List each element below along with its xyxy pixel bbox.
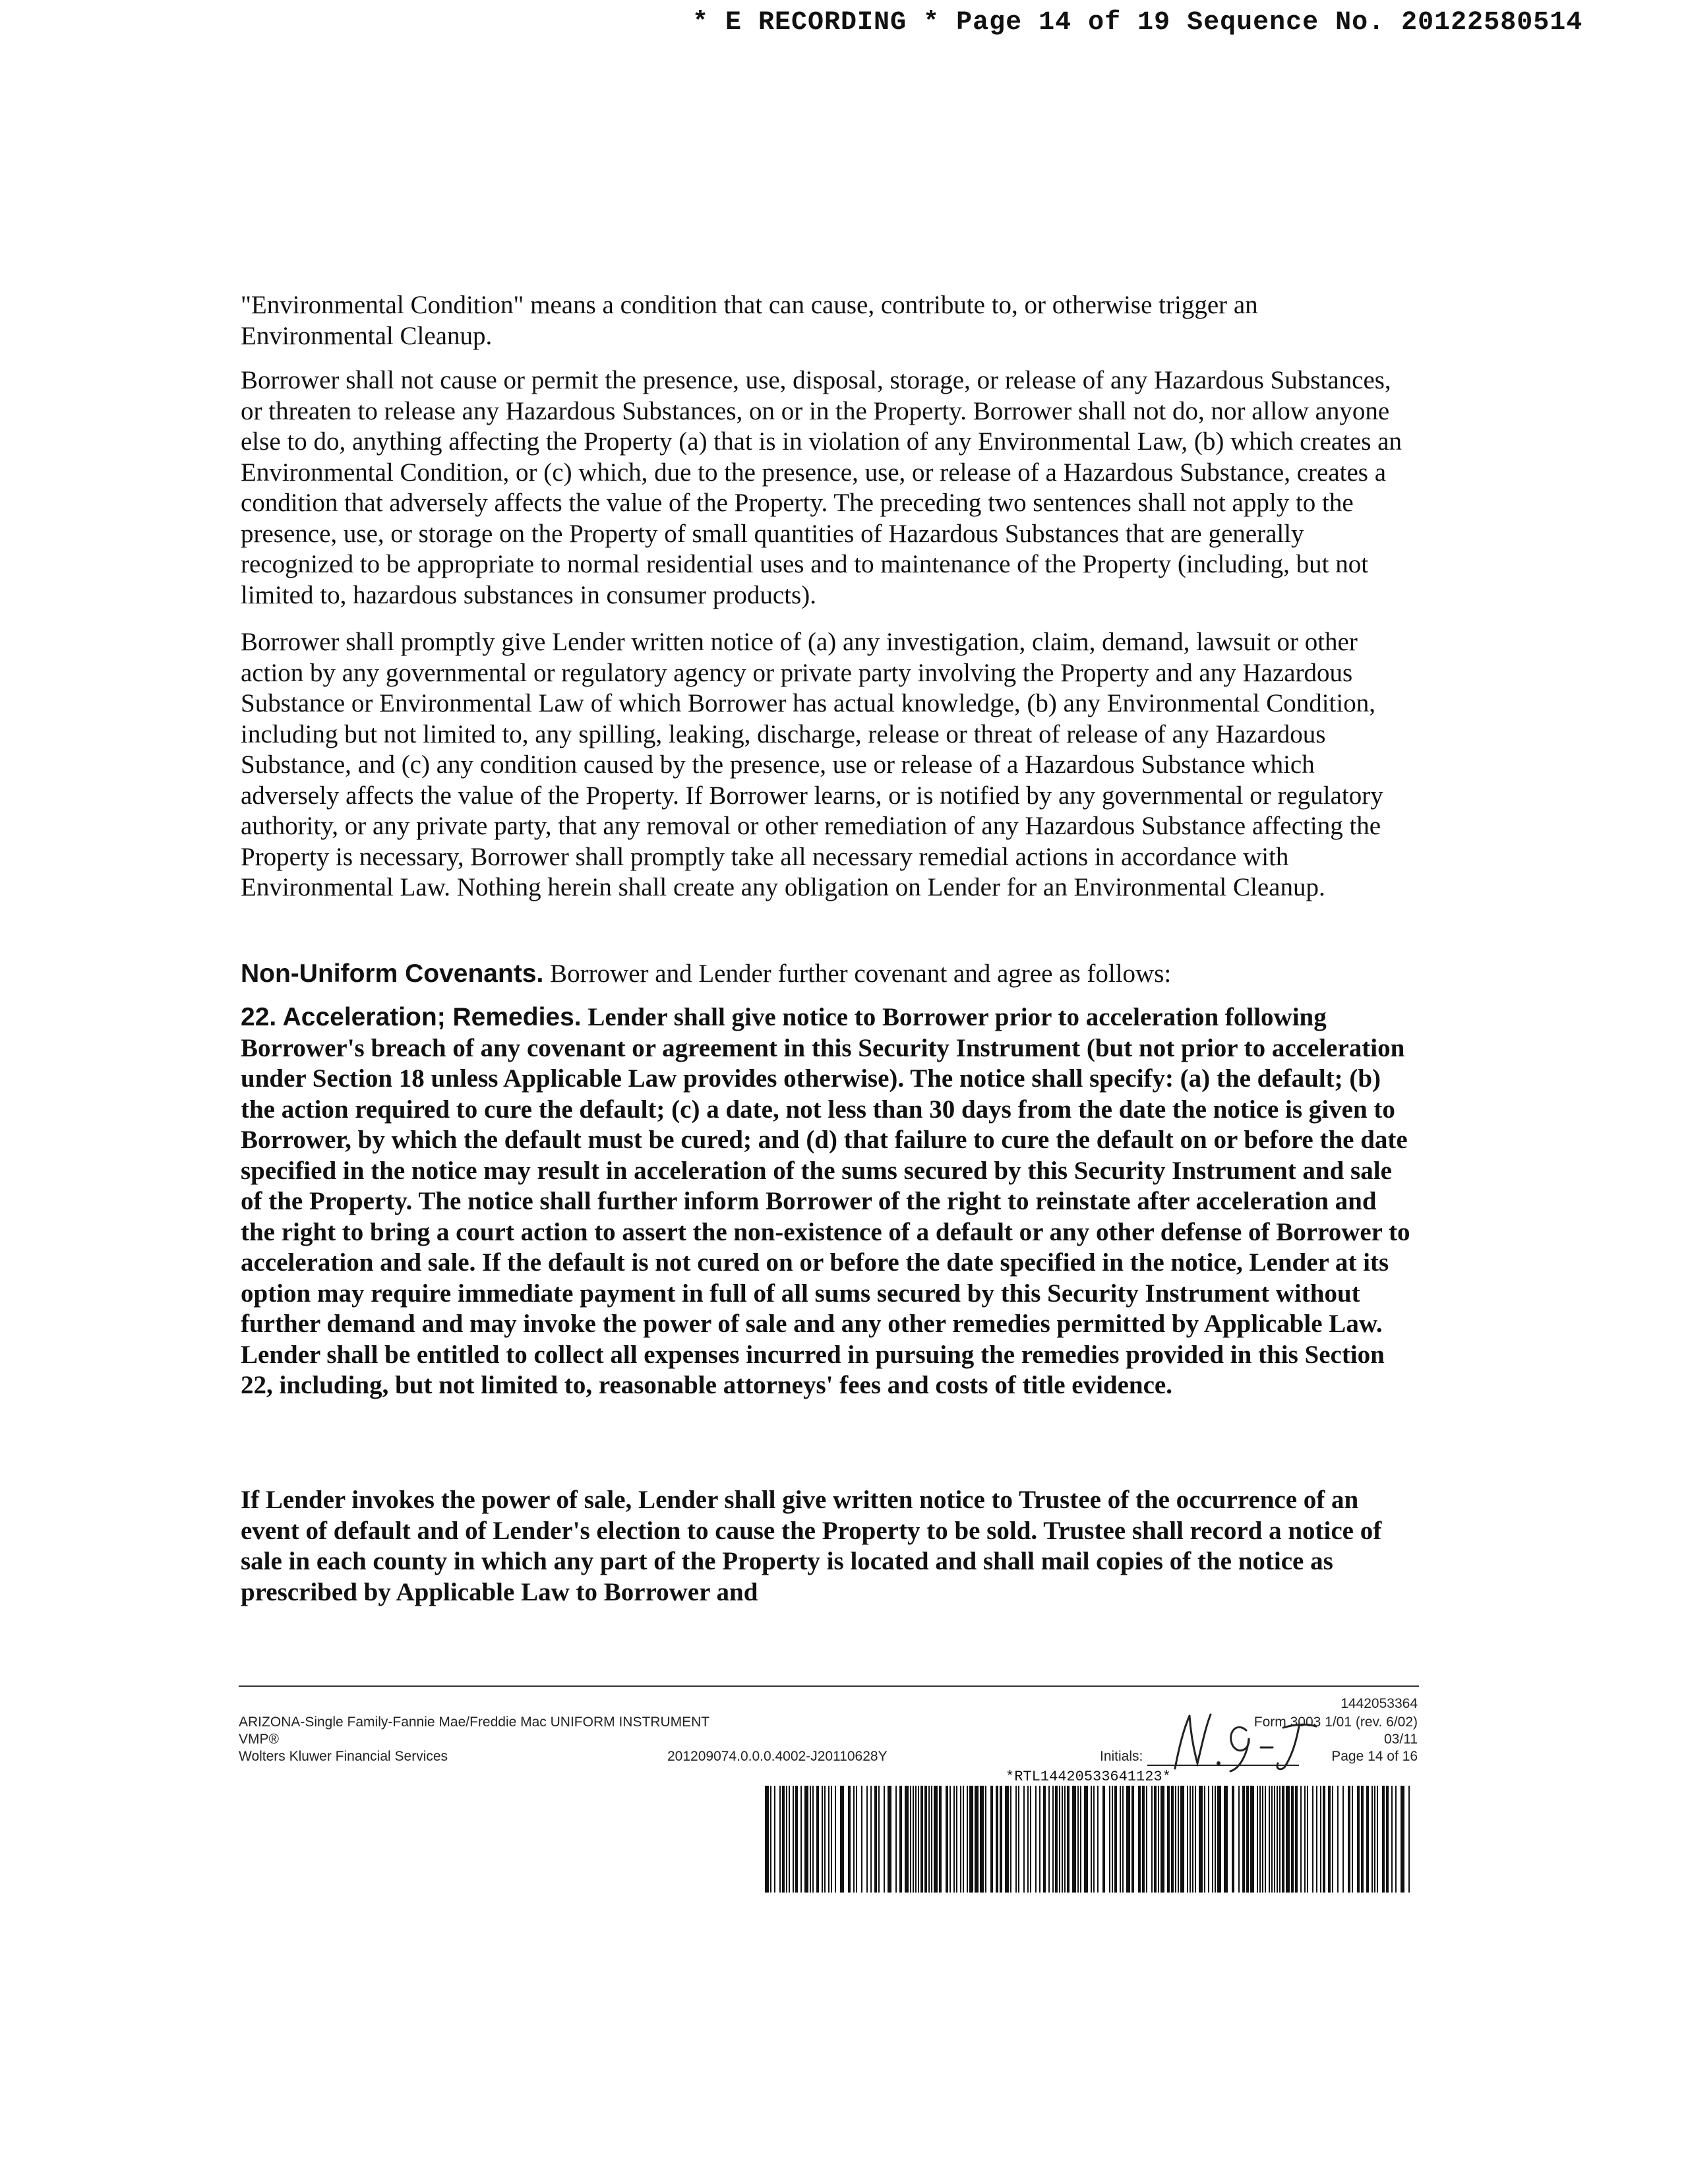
barcode-bar [1122, 1786, 1124, 1893]
barcode-bar [1055, 1786, 1058, 1893]
barcode-bar [1366, 1786, 1369, 1893]
barcode-bar [782, 1786, 785, 1893]
paragraph-text: Borrower shall promptly give Lender written notice of (a) any investigation, claim, demand, lawsuit or other action by any governmental or regulatory agency or private party involving the Property and any Hazardous Substance or Environmental Law of which Borrower has actual knowledge, (b) any Environmental Condition, including but not limited to, any spilling, leaking, discharge, release or threat of release of any Hazardous Substance, and (c) any condition caused by the presence, use or release of a Hazardous Substance which adversely affects the value of the Property. If Borrower learns, or is notified by any governmental or regulatory authority, or any private party, that any removal or other remediation of any Hazardous Substance affecting the Property is necessary, Borrower shall promptly take all necessary remedial actions in accordance with Environmental Law. Nothing herein shall create any obligation on Lender for an Environmental Cleanup. [241, 628, 1383, 901]
barcode-bar [861, 1786, 862, 1893]
recording-stamp: * E RECORDING * Page 14 of 19 Sequence No. 20122580514 [692, 8, 1583, 38]
barcode-bar [1337, 1786, 1339, 1893]
barcode-bar [1386, 1786, 1389, 1893]
paragraph-power-of-sale [241, 1485, 1414, 1608]
barcode-bar [810, 1786, 811, 1893]
barcode-bar [774, 1786, 775, 1893]
barcode-bar [1391, 1786, 1393, 1893]
paragraph-hazardous-substances [241, 365, 1414, 611]
vmp-mark: VMP® [239, 1732, 279, 1747]
barcode-bar [1208, 1786, 1209, 1893]
barcode-bar [804, 1786, 808, 1893]
barcode-bar [1187, 1786, 1188, 1893]
barcode-bar [1320, 1786, 1321, 1893]
barcode-bar [1167, 1786, 1170, 1893]
barcode-bar [1212, 1786, 1213, 1893]
barcode-bar [1142, 1786, 1145, 1893]
barcode-bar [1348, 1786, 1350, 1893]
barcode-bar [1265, 1786, 1266, 1893]
barcode-bar [1316, 1786, 1317, 1893]
barcode [765, 1786, 1411, 1893]
barcode-bar [1027, 1786, 1029, 1893]
barcode-bar [812, 1786, 814, 1893]
paragraph-text: Borrower shall not cause or permit the presence, use, disposal, storage, or release of any Hazardous Substances, or threaten to release any Hazardous Substances, on or in the Property. Borrower shall not do, nor allow anyone else to do, anything affecting the Property (a) that is in violation of any Environmental Law, (b) which creates an Environmental Condition, or (c) which, due to the presence, use, or release of a Hazardous Substance, creates a condition that adversely affects the value of the Property. The preceding two sentences shall not apply to the presence, use, or storage on the Property of small quantities of Hazardous Substances that are generally recognized to be appropriate to normal residential uses and to maintenance of the Property (including, but not limited to, hazardous substances in consumer products). [241, 366, 1402, 609]
barcode-bar [1300, 1786, 1302, 1893]
barcode-bar [1204, 1786, 1205, 1893]
barcode-bar [1043, 1786, 1046, 1893]
paragraph-text: "Environmental Condition" means a condition that can cause, contribute to, or otherwise trigger an Environmental Cleanup. [241, 291, 1258, 350]
barcode-bar [1131, 1786, 1134, 1893]
barcode-bar [963, 1786, 964, 1893]
non-uniform-heading: Non-Uniform Covenants. [241, 959, 544, 988]
barcode-bar [956, 1786, 957, 1893]
barcode-bar [1307, 1786, 1308, 1893]
loan-number: 1442053364 [1341, 1696, 1418, 1711]
barcode-bar [1395, 1786, 1397, 1893]
form-date: 03/11 [1384, 1732, 1418, 1747]
barcode-bar [1190, 1786, 1191, 1893]
barcode-bar [770, 1786, 771, 1893]
barcode-bar [1052, 1786, 1054, 1893]
barcode-bar [1175, 1786, 1176, 1893]
barcode-bar [1323, 1786, 1325, 1893]
footer-divider [239, 1685, 1419, 1687]
barcode-bar [1361, 1786, 1364, 1893]
initials-label: Initials: [1100, 1749, 1143, 1764]
barcode-bar [1232, 1786, 1234, 1893]
barcode-bar [1195, 1786, 1196, 1893]
barcode-bar [1269, 1786, 1270, 1893]
barcode-bar [1059, 1786, 1060, 1893]
barcode-bar [1408, 1786, 1410, 1893]
barcode-bar [1274, 1786, 1275, 1893]
barcode-bar [1018, 1786, 1019, 1893]
barcode-bar [800, 1786, 802, 1893]
barcode-bar [1112, 1786, 1113, 1893]
barcode-bar [793, 1786, 794, 1893]
barcode-bar [1374, 1786, 1375, 1893]
barcode-bar [795, 1786, 798, 1893]
barcode-bar [1291, 1786, 1294, 1893]
barcode-bar [1158, 1786, 1159, 1893]
barcode-bar [779, 1786, 781, 1893]
barcode-bar [969, 1786, 973, 1893]
barcode-bar [960, 1786, 961, 1893]
initials-signature [1167, 1708, 1319, 1774]
barcode-bar [1171, 1786, 1174, 1893]
barcode-bar [1377, 1786, 1378, 1893]
barcode-bar [1005, 1786, 1009, 1893]
barcode-bar [874, 1786, 877, 1893]
barcode-bar [884, 1786, 885, 1893]
barcode-bar [913, 1786, 914, 1893]
paragraph-environmental-condition [241, 290, 1414, 351]
barcode-bar [1238, 1786, 1240, 1893]
barcode-bar [1120, 1786, 1121, 1893]
barcode-bar [1282, 1786, 1284, 1893]
barcode-bar [1084, 1786, 1088, 1893]
paragraph-text: If Lender invokes the power of sale, Lender shall give written notice to Trustee of the occurrence of an event of default and of Lender's election to cause the Property to be sold. Trustee shall record a notice of sale in each county in which any part of the Property is located and shall mail copies of the notice as prescribed by Applicable Law to Borrower and [241, 1486, 1382, 1606]
barcode-bar [1067, 1786, 1070, 1893]
section-22-text: Lender shall give notice to Borrower prior to acceleration following Borrower's breach of any covenant or agreement in this Security Instrument (but not prior to acceleration under Section 18 unless Applicable Law provides otherwise). The notice shall specify: (a) the default; (b) the action required to cure the default; (c) a date, not less than 30 days from the date the notice is given to Borrower, by which the default must be cured; and (d) that failure to cure the default on or before the date specified in the notice may result in acceleration of the sums secured by this Security Instrument and sale of the Property. The notice shall further inform Borrower of the right to reinstate after acceleration and the right to bring a court action to assert the non-existence of a default or any other defense of Borrower to acceleration and sale. If the default is not cured on or before the date specified in the notice, Lender at its option may require immediate payment in full of all sums secured by this Security Instrument without further demand and may invoke the power of sale and any other remedies permitted by Applicable Law. Lender shall be entitled to collect all expenses incurred in pursuing the remedies provided in this Section 22, including, but not limited to, reasonable attorneys' fees and costs of title evidence. [241, 1003, 1410, 1399]
barcode-bar [1342, 1786, 1344, 1893]
barcode-text: *RTL14420533641123* [1006, 1769, 1171, 1785]
barcode-bar [931, 1786, 932, 1893]
barcode-bar [967, 1786, 968, 1893]
barcode-bar [928, 1786, 930, 1893]
barcode-bar [1109, 1786, 1110, 1893]
barcode-bar [915, 1786, 917, 1893]
barcode-bar [816, 1786, 819, 1893]
barcode-bar [1064, 1786, 1066, 1893]
barcode-bar [975, 1786, 979, 1893]
barcode-bar [1154, 1786, 1157, 1893]
barcode-bar [840, 1786, 844, 1893]
barcode-bar [996, 1786, 998, 1893]
barcode-bar [905, 1786, 909, 1893]
paragraph-non-uniform-covenants [241, 959, 1414, 990]
barcode-bar [1015, 1786, 1017, 1893]
barcode-bar [934, 1786, 938, 1893]
barcode-bar [980, 1786, 984, 1893]
non-uniform-text: Borrower and Lender further covenant and agree as follows: [543, 959, 1172, 988]
barcode-bar [1224, 1786, 1228, 1893]
barcode-bar [878, 1786, 880, 1893]
form-number: Form 3003 1/01 (rev. 6/02) [1253, 1714, 1418, 1730]
barcode-bar [910, 1786, 911, 1893]
barcode-bar [1304, 1786, 1306, 1893]
barcode-bar [1328, 1786, 1331, 1893]
barcode-bar [918, 1786, 919, 1893]
barcode-bar [1199, 1786, 1203, 1893]
barcode-bar [870, 1786, 872, 1893]
barcode-bar [1246, 1786, 1249, 1893]
barcode-bar [1277, 1786, 1278, 1893]
barcode-bar [1262, 1786, 1263, 1893]
barcode-bar [853, 1786, 855, 1893]
barcode-bar [1372, 1786, 1373, 1893]
barcode-bar [985, 1786, 986, 1893]
barcode-bar [950, 1786, 951, 1893]
barcode-bar [765, 1786, 769, 1893]
barcode-bar [888, 1786, 891, 1893]
paragraph-notice-obligations [241, 627, 1414, 903]
barcode-bar [1091, 1786, 1092, 1893]
barcode-bar [1352, 1786, 1353, 1893]
barcode-bar [1097, 1786, 1099, 1893]
paragraph-section-22 [241, 1002, 1414, 1401]
barcode-bar [856, 1786, 857, 1893]
barcode-bar [866, 1786, 868, 1893]
barcode-bar [924, 1786, 927, 1893]
barcode-bar [1160, 1786, 1164, 1893]
barcode-bar [824, 1786, 826, 1893]
barcode-bar [1312, 1786, 1313, 1893]
section-22-heading: 22. Acceleration; Remedies. [241, 1003, 582, 1031]
barcode-bar [1332, 1786, 1333, 1893]
barcode-bar [1072, 1786, 1076, 1893]
barcode-bar [1023, 1786, 1025, 1893]
barcode-bar [939, 1786, 942, 1893]
barcode-bar [1035, 1786, 1037, 1893]
barcode-bar [920, 1786, 923, 1893]
barcode-bar [1080, 1786, 1081, 1893]
barcode-bar [895, 1786, 897, 1893]
barcode-bar [835, 1786, 836, 1893]
barcode-bar [1039, 1786, 1040, 1893]
barcode-bar [1030, 1786, 1031, 1893]
barcode-bar [1178, 1786, 1179, 1893]
barcode-bar [946, 1786, 948, 1893]
instrument-title: ARIZONA-Single Family-Fannie Mae/Freddie Mac UNIFORM INSTRUMENT [239, 1714, 710, 1730]
barcode-bar [1138, 1786, 1141, 1893]
barcode-bar [1126, 1786, 1130, 1893]
barcode-bar [1271, 1786, 1273, 1893]
barcode-bar [1286, 1786, 1290, 1893]
barcode-bar [1114, 1786, 1117, 1893]
barcode-bar [1401, 1786, 1404, 1893]
barcode-bar [1000, 1786, 1002, 1893]
barcode-bar [848, 1786, 851, 1893]
barcode-bar [1062, 1786, 1063, 1893]
barcode-bar [1357, 1786, 1360, 1893]
barcode-bar [1077, 1786, 1079, 1893]
barcode-bar [953, 1786, 955, 1893]
barcode-bar [1146, 1786, 1147, 1893]
barcode-bar [1242, 1786, 1245, 1893]
barcode-bar [789, 1786, 790, 1893]
page-number: Page 14 of 16 [1331, 1749, 1418, 1764]
barcode-bar [828, 1786, 829, 1893]
barcode-bar [1215, 1786, 1216, 1893]
barcode-bar [1295, 1786, 1298, 1893]
barcode-bar [1048, 1786, 1050, 1893]
barcode-bar [990, 1786, 993, 1893]
barcode-bar [1250, 1786, 1254, 1893]
document-code: 201209074.0.0.0.4002-J20110628Y [667, 1749, 888, 1764]
barcode-bar [899, 1786, 902, 1893]
barcode-bar [1217, 1786, 1221, 1893]
barcode-bar [1093, 1786, 1095, 1893]
barcode-bar [822, 1786, 823, 1893]
barcode-bar [1257, 1786, 1258, 1893]
barcode-bar [831, 1786, 832, 1893]
barcode-bar [1010, 1786, 1011, 1893]
barcode-bar [1102, 1786, 1105, 1893]
barcode-bar [1279, 1786, 1281, 1893]
barcode-bar [1192, 1786, 1193, 1893]
barcode-bar [1259, 1786, 1261, 1893]
barcode-bar [1180, 1786, 1184, 1893]
barcode-bar [1382, 1786, 1385, 1893]
barcode-bar [1151, 1786, 1153, 1893]
barcode-bar [786, 1786, 787, 1893]
publisher-name: Wolters Kluwer Financial Services [239, 1749, 448, 1764]
